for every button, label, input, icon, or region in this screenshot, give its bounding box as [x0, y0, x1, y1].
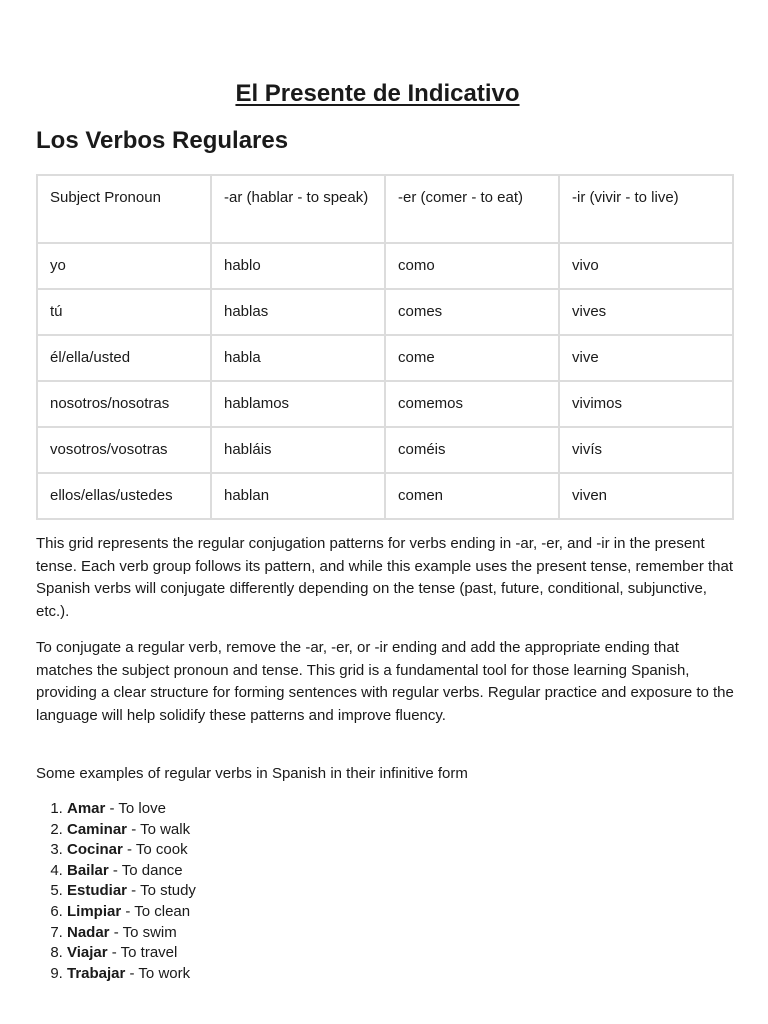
paragraph-instructions: To conjugate a regular verb, remove the -ar, -er, or -ir ending and add the appropriate ending that matches the subject pronoun and tense. This grid is a fundamental tool for those learning Spanish, providing a clear structure for forming sentences with regular verbs. Regular practice and exposure to the language will help solidify these patterns and improve fluency.	[36, 639, 734, 724]
verb-infinitive: Bailar	[67, 861, 109, 879]
verb-infinitive: Amar	[67, 800, 106, 817]
list-item	[67, 943, 196, 964]
verb-infinitive: Cocinar	[67, 841, 123, 859]
table-cell: hablamos	[211, 381, 385, 427]
verb-infinitive: Estudiar	[67, 882, 128, 900]
page-title: El Presente de Indicativo	[235, 80, 520, 107]
table-cell: comemos	[385, 381, 559, 427]
table-cell: ellos/ellas/ustedes	[37, 473, 211, 519]
table-cell: hablan	[211, 473, 385, 519]
table-row	[37, 381, 733, 427]
verb-meaning: - To clean	[121, 902, 191, 920]
list-item	[67, 881, 196, 902]
table-header-cell: -er (comer - to eat)	[385, 175, 559, 243]
table-header-row	[37, 175, 733, 243]
table-cell: coméis	[385, 427, 559, 473]
table-cell: vives	[559, 289, 733, 335]
verb-meaning: - To work	[125, 964, 191, 982]
table-header-cell: Subject Pronoun	[37, 175, 211, 243]
verb-infinitive: Trabajar	[67, 964, 126, 982]
list-item	[67, 840, 196, 861]
table-cell: hablo	[211, 243, 385, 289]
verb-examples-list	[36, 799, 196, 984]
table-header-cell: -ar (hablar - to speak)	[211, 175, 385, 243]
list-item	[67, 923, 196, 944]
table-row	[37, 427, 733, 473]
verb-meaning: - To cook	[122, 841, 188, 859]
verb-meaning: - To study	[127, 882, 196, 900]
verb-meaning: - To travel	[107, 944, 178, 962]
table-cell: vivís	[559, 427, 733, 473]
paragraph-intro: This grid represents the regular conjugation patterns for verbs ending in -ar, -er, and -ir in the present tense. Each verb group follows its pattern, and while this example uses the present tense, remember that Spanish verbs will conjugate differently depending on the tense (past, future, conditional, subjunctive, etc.).	[36, 535, 734, 620]
table-cell: come	[385, 335, 559, 381]
table-header-cell: -ir (vivir - to live)	[559, 175, 733, 243]
table-cell: vive	[559, 335, 733, 381]
verb-meaning: - To swim	[109, 923, 177, 941]
table-cell: habláis	[211, 427, 385, 473]
table-cell: viven	[559, 473, 733, 519]
table-cell: comen	[385, 473, 559, 519]
verb-infinitive: Limpiar	[67, 902, 122, 920]
table-row	[37, 289, 733, 335]
table-row	[37, 335, 733, 381]
table-cell: habla	[211, 335, 385, 381]
table-cell: él/ella/usted	[37, 335, 211, 381]
list-item	[67, 799, 196, 820]
table-cell: comes	[385, 289, 559, 335]
table-row	[37, 473, 733, 519]
conjugation-table	[36, 174, 734, 520]
table-cell: vivimos	[559, 381, 733, 427]
table-cell: hablas	[211, 289, 385, 335]
verb-meaning: - To walk	[127, 820, 191, 838]
verb-meaning: - To dance	[108, 861, 183, 879]
section-heading: Los Verbos Regulares	[36, 127, 289, 154]
list-item	[67, 902, 196, 923]
table-row	[37, 243, 733, 289]
table-cell: yo	[37, 243, 211, 289]
table-cell: nosotros/nosotras	[37, 381, 211, 427]
table-cell: como	[385, 243, 559, 289]
table-cell: vivo	[559, 243, 733, 289]
verb-meaning: - To love	[105, 800, 166, 817]
table-cell: tú	[37, 289, 211, 335]
list-item	[67, 820, 196, 841]
verb-infinitive: Viajar	[67, 944, 108, 962]
list-item	[67, 861, 196, 882]
paragraph-examples-intro: Some examples of regular verbs in Spanish in their infinitive form	[36, 765, 468, 782]
verb-infinitive: Nadar	[67, 923, 110, 941]
verb-infinitive: Caminar	[67, 820, 128, 838]
table-cell: vosotros/vosotras	[37, 427, 211, 473]
list-item	[67, 964, 196, 985]
